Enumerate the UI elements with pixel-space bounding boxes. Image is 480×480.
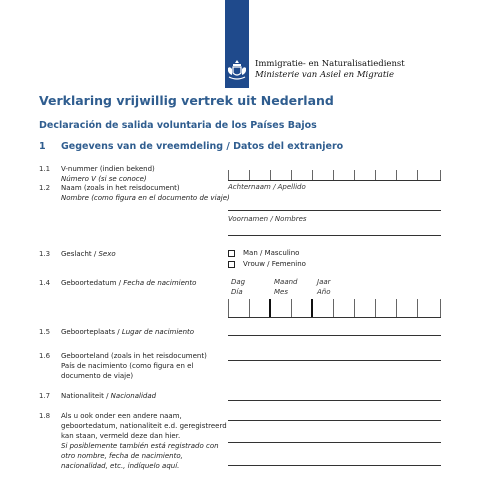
label-aliases-es-3: nacionalidad, etc., indíquelo aquí. xyxy=(61,462,180,470)
birth-place-input[interactable] xyxy=(228,335,441,336)
label-sex xyxy=(61,249,116,259)
field-number-1-2: 1.2 xyxy=(39,184,51,192)
label-aliases-es-1: Si posiblemente también está registrado con xyxy=(61,442,219,450)
label-aliases-nl-3: kan staan, vermeld deze dan hier. xyxy=(61,432,181,440)
month-label-es: Mes xyxy=(274,288,288,296)
birth-country-input[interactable] xyxy=(228,360,441,361)
first-names-input[interactable] xyxy=(228,235,441,236)
label-v-number xyxy=(61,164,155,184)
month-label-nl: Maand xyxy=(274,278,298,286)
form-title-spanish: Declaración de salida voluntaria de los Países Bajos xyxy=(39,120,317,131)
agency-name xyxy=(255,59,405,81)
field-number-1-3: 1.3 xyxy=(39,250,51,258)
label-aliases-es-2: otro nombre, fecha de nacimiento, xyxy=(61,452,183,460)
label-birth-country-nl: Geboorteland (zoals in het reisdocument) xyxy=(61,352,207,360)
label-name-nl: Naam (zoals in het reisdocument) xyxy=(61,184,180,192)
first-names-hint: Voornamen / Nombres xyxy=(228,215,307,223)
label-birth-place-nl: Geboorteplaats / xyxy=(61,328,122,336)
label-birth-place xyxy=(61,327,194,337)
label-nationality xyxy=(61,391,156,401)
label-nationality-es: Nacionalidad xyxy=(110,392,157,400)
field-number-1-4: 1.4 xyxy=(39,279,51,287)
year-label-es: Año xyxy=(317,288,331,296)
label-v-number-nl: V-nummer (indien bekend) xyxy=(61,165,155,173)
surname-hint: Achternaam / Apellido xyxy=(228,183,306,191)
day-label-nl: Dag xyxy=(231,278,246,286)
label-birth-country xyxy=(61,351,207,381)
surname-input[interactable] xyxy=(228,210,441,211)
sex-male-label: Man / Masculino xyxy=(243,249,300,257)
nationality-input[interactable] xyxy=(228,400,441,401)
label-birth-country-es-2: documento de viaje) xyxy=(61,372,134,380)
sex-male-checkbox[interactable] xyxy=(228,250,235,257)
field-number-1-8: 1.8 xyxy=(39,412,51,420)
agency-line-2: Ministerie van Asiel en Migratie xyxy=(255,70,395,80)
label-birth-date xyxy=(61,278,196,288)
year-label-nl: Jaar xyxy=(317,278,331,286)
form-title-dutch: Verklaring vrijwillig vertrek uit Nederland xyxy=(39,93,334,108)
field-number-1-6: 1.6 xyxy=(39,352,51,360)
field-number-1-7: 1.7 xyxy=(39,392,51,400)
sex-female-checkbox[interactable] xyxy=(228,261,235,268)
label-name xyxy=(61,183,230,203)
label-birth-date-nl: Geboortedatum / xyxy=(61,279,124,287)
field-number-1-1: 1.1 xyxy=(39,165,51,173)
label-v-number-es: Número V (si se conoce) xyxy=(61,175,147,183)
label-birth-place-es: Lugar de nacimiento xyxy=(121,328,195,336)
section-number: 1 xyxy=(39,141,46,152)
field-number-1-5: 1.5 xyxy=(39,328,51,336)
section-title: Gegevens van de vreemdeling / Datos del extranjero xyxy=(61,141,344,152)
aliases-input-line-3[interactable] xyxy=(228,465,441,466)
coat-of-arms-logo xyxy=(226,58,248,82)
sex-female-label: Vrouw / Femenino xyxy=(243,260,306,268)
label-sex-nl: Geslacht / xyxy=(61,250,99,258)
aliases-input-line-2[interactable] xyxy=(228,442,441,443)
label-sex-es: Sexo xyxy=(98,250,116,258)
label-aliases-nl-2: geboortedatum, nationaliteit e.d. geregistreerd xyxy=(61,422,227,430)
label-birth-date-es: Fecha de nacimiento xyxy=(123,279,197,287)
agency-line-1: Immigratie- en Naturalisatiedienst xyxy=(255,59,405,69)
label-aliases-nl-1: Als u ook onder een andere naam, xyxy=(61,412,182,420)
label-nationality-nl: Nationaliteit / xyxy=(61,392,111,400)
label-aliases xyxy=(61,411,227,471)
day-label-es: Día xyxy=(231,288,243,296)
label-name-es: Nombre (como figura en el documento de viaje) xyxy=(61,194,230,202)
aliases-input-line-1[interactable] xyxy=(228,420,441,421)
label-birth-country-es-1: País de nacimiento (como figura en el xyxy=(61,362,194,370)
